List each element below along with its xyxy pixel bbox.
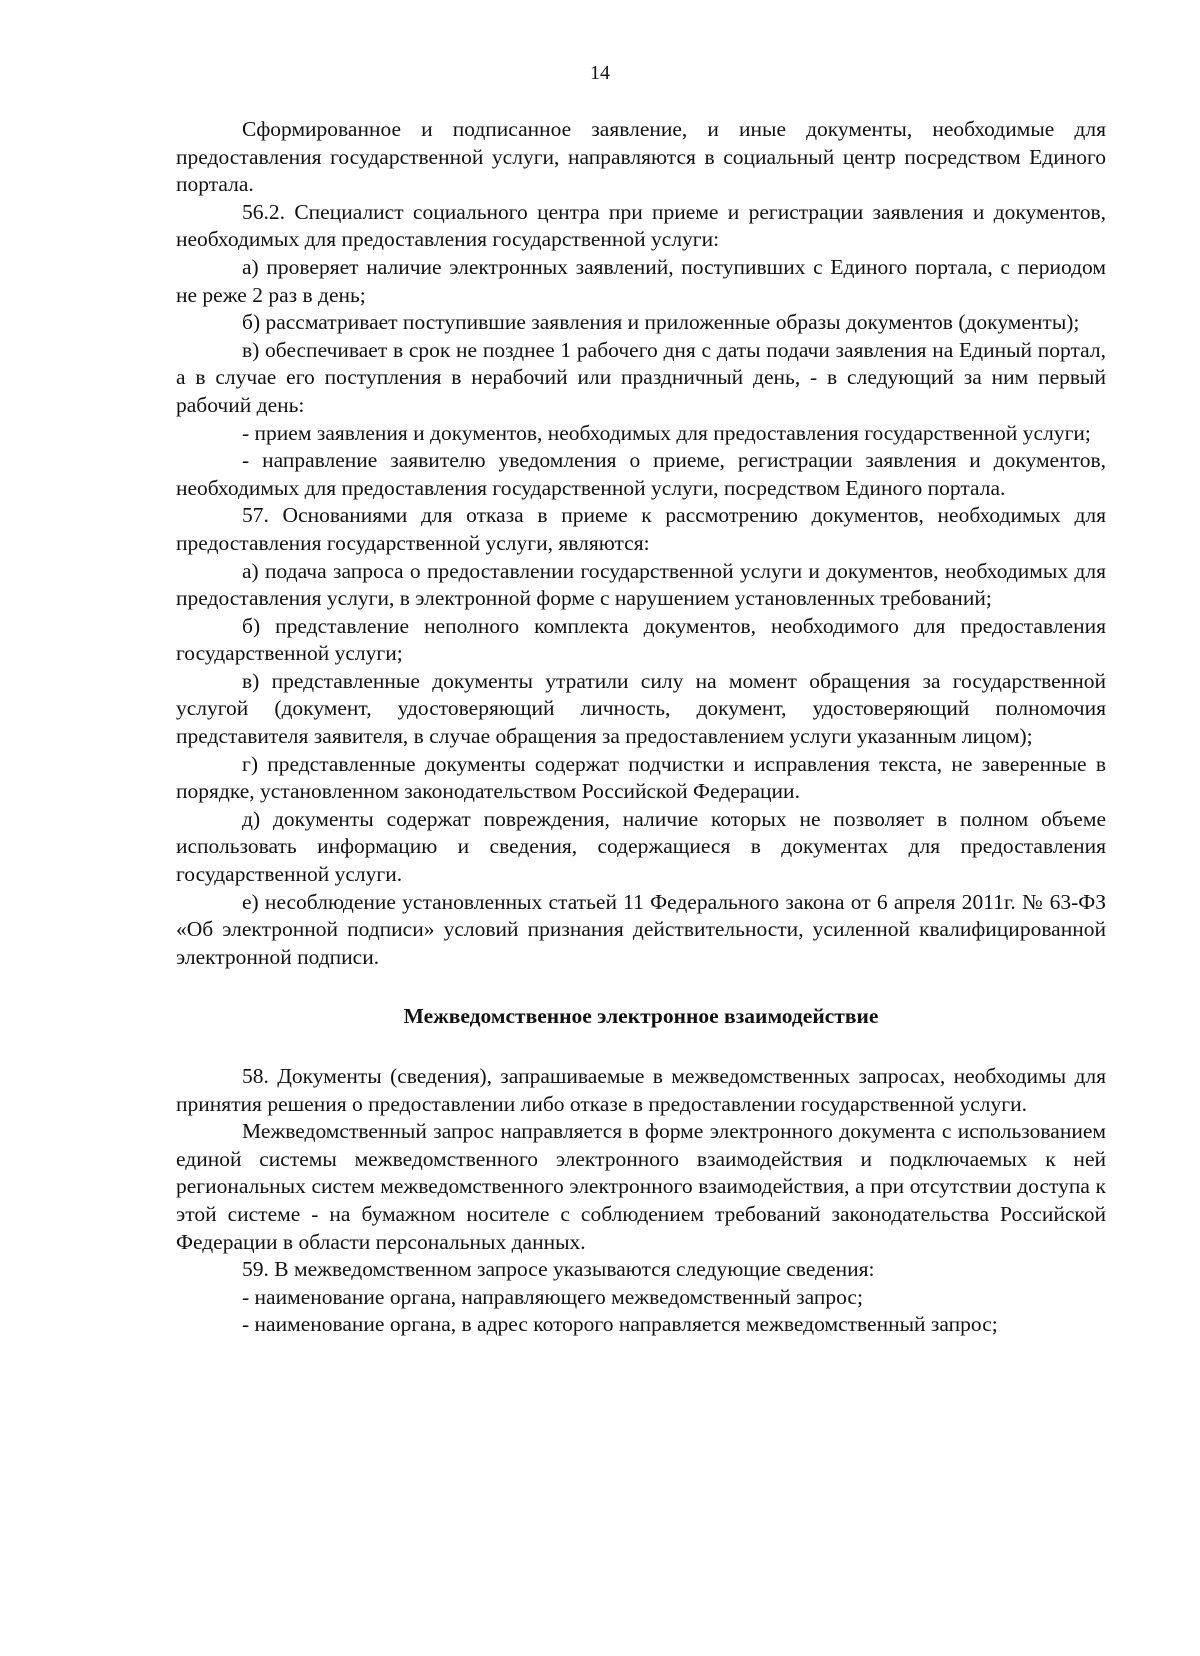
list-item: - прием заявления и документов, необходимых для предоставления государственной услуги; bbox=[242, 420, 1091, 445]
list-item: г) представленные документы содержат подчистки и исправления текста, не заверенные в порядке, установленном законодательством Российской Федерации. bbox=[176, 751, 1106, 804]
paragraph: 59. В межведомственном запросе указываются следующие сведения: bbox=[242, 1257, 875, 1282]
paragraph: 58. Документы (сведения), запрашиваемые в межведомственных запросах, необходимы для принятия решения о предоставлении либо отказе в предоставлении государственной услуги. bbox=[176, 1064, 1106, 1116]
paragraph: 56.2. Специалист социального центра при приеме и регистрации заявления и документов, необходимых для предоставления государственной услуги: bbox=[176, 199, 1106, 252]
paragraph: 57. Основаниями для отказа в приеме к рассмотрению документов, необходимых для предоставления государственной услуги, являются: bbox=[176, 503, 1106, 555]
section-heading: Межведомственное электронное взаимодействие bbox=[403, 1004, 879, 1029]
list-item: а) подача запроса о предоставлении государственной услуги и документов, необходимых для предоставления услуги, в электронной форме с нарушением установленных требований; bbox=[176, 558, 1106, 611]
list-item: б) представление неполного комплекта документов, необходимого для предоставления государственной услуги; bbox=[176, 613, 1106, 666]
list-item: д) документы содержат повреждения, наличие которых не позволяет в полном объеме использовать информацию и сведения, содержащиеся в документах для предоставления государственной услуги. bbox=[176, 806, 1106, 887]
page-number: 14 bbox=[590, 62, 610, 84]
list-item: - направление заявителю уведомления о приеме, регистрации заявления и документов, необходимых для предоставления государственной услуги, посредством Единого портала. bbox=[176, 448, 1106, 500]
paragraph: Межведомственный запрос направляется в форме электронного документа с использованием единой системы межведомственного электронного взаимодействия и подключаемых к ней региональных систем межведомственного электронного взаимодействия, а при отсутствии доступа к этой системе - на бумажном носителе с соблюдением требований законодательства Российской Федерации в области персональных данных. bbox=[176, 1119, 1106, 1254]
paragraph: Сформированное и подписанное заявление, и иные документы, необходимые для предоставления государственной услуги, направляются в социальный центр посредством Единого портала. bbox=[176, 117, 1106, 197]
list-item: - наименование органа, в адрес которого направляется межведомственный запрос; bbox=[242, 1312, 998, 1337]
list-item: б) рассматривает поступившие заявления и приложенные образы документов (документы); bbox=[242, 310, 1080, 335]
list-item: в) обеспечивает в срок не позднее 1 рабочего дня с даты подачи заявления на Единый портал, а в случае его поступления в нерабочий или праздничный день, - в следующий за ним первый рабочий день: bbox=[176, 337, 1106, 417]
list-item: в) представленные документы утратили силу на момент обращения за государственной услугой (документ, удостоверяющий личность, документ, удостоверяющий полномочия представителя заявителя, в случае обращения за предоставлением услуги указанным лицом); bbox=[176, 668, 1106, 749]
list-item: - наименование органа, направляющего межведомственный запрос; bbox=[242, 1284, 863, 1309]
document-body bbox=[176, 116, 1106, 1339]
list-item: е) несоблюдение установленных статьей 11 Федерального закона от 6 апреля 2011г. № 63-ФЗ «Об электронной подписи» условий признания действительности, усиленной квалифицированной электронной подписи. bbox=[176, 889, 1106, 969]
list-item: а) проверяет наличие электронных заявлений, поступивших с Единого портала, с периодом не реже 2 раз в день; bbox=[176, 254, 1106, 307]
